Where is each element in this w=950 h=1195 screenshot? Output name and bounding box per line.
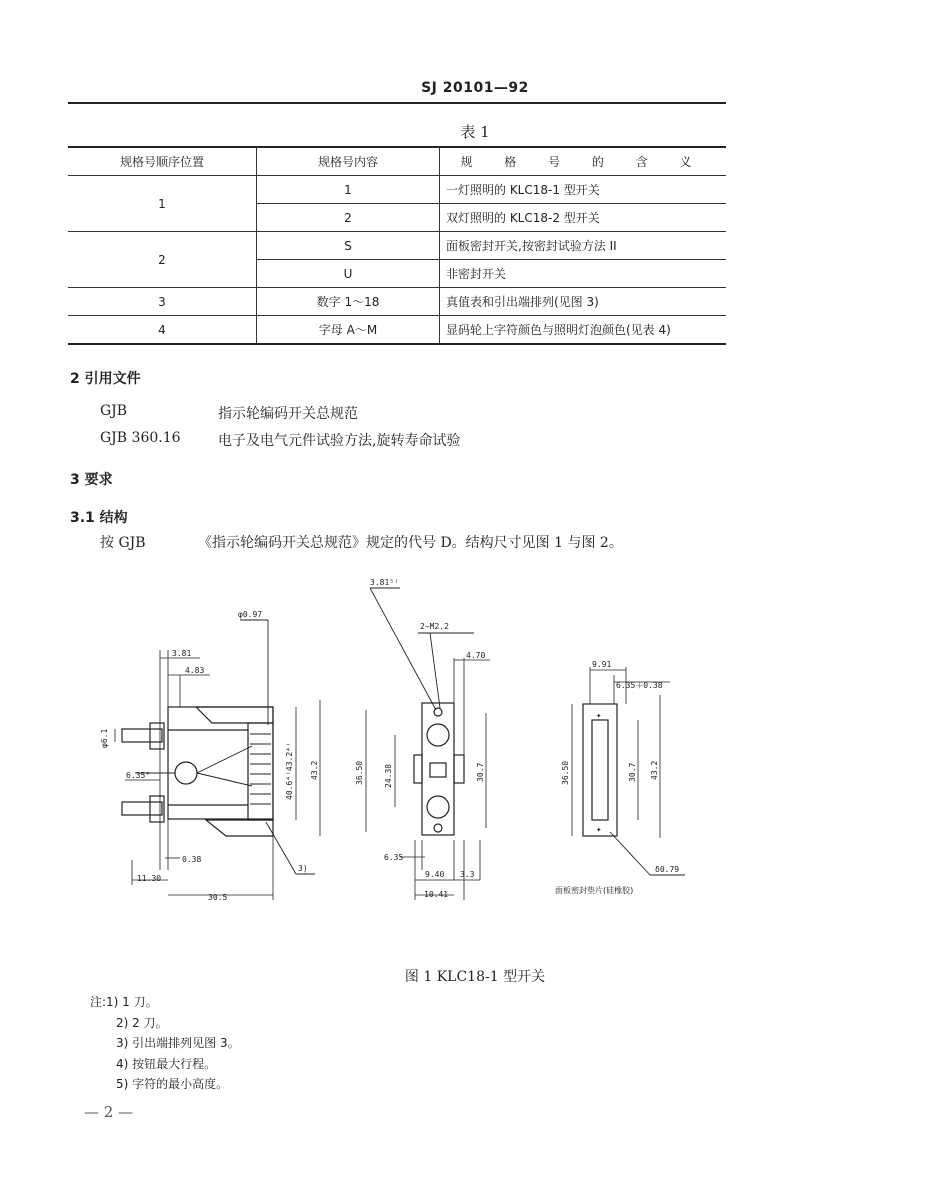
table-cell-content: 字母 A～M — [257, 316, 440, 345]
header-rule — [68, 102, 726, 104]
section-3-1-prefix: 按 GJB — [100, 535, 146, 551]
section-3-title: 3 要求 — [70, 472, 113, 488]
table-cell-pos: 1 — [68, 176, 257, 232]
figure-caption: 图 1 KLC18-1 型开关 — [404, 969, 546, 985]
document-code: SJ 20101—92 — [421, 80, 529, 96]
svg-text:✦: ✦ — [596, 711, 602, 721]
table-row — [68, 316, 726, 345]
dim-label: 36.50 — [561, 760, 570, 785]
dim-label: 43.2 — [310, 760, 319, 780]
dim-label: 2—M2.2 — [420, 622, 449, 631]
note-item: 4) 按钮最大行程。 — [116, 1056, 217, 1071]
dim-label: 4.70 — [466, 651, 486, 660]
dim-label: 9.91 — [592, 660, 612, 669]
section-3-1-title: 3.1 结构 — [70, 510, 128, 526]
note-item: 5) 字符的最小高度。 — [116, 1077, 229, 1091]
table-cell-meaning: 双灯照明的 KLC18-2 型开关 — [440, 204, 727, 232]
dim-label: 6.35＋0.38 — [616, 681, 663, 690]
dim-label: 36.50 — [355, 760, 364, 785]
notes-label: 注: — [90, 995, 107, 1009]
dim-label: 11.30 — [137, 874, 162, 883]
table-cell-meaning: 显码轮上字符颜色与照明灯泡颜色(见表 4) — [440, 316, 727, 345]
table-cell-pos: 4 — [68, 316, 257, 345]
table-cell-content: 2 — [257, 204, 440, 232]
ref-name: 电子及电气元件试验方法,旋转寿命试验 — [218, 433, 461, 449]
table-row — [68, 176, 726, 204]
dim-label: φ0.97 — [238, 610, 263, 619]
dim-label: δ0.79 — [655, 865, 680, 874]
notes — [90, 992, 240, 1095]
gasket-label: 面板密封垫片(硅橡胶) — [555, 886, 634, 895]
table-row — [68, 232, 726, 260]
table-cell-meaning: 真值表和引出端排列(见图 3) — [440, 288, 727, 316]
svg-text:✦: ✦ — [596, 825, 602, 835]
table-header: 规格号顺序位置 — [68, 147, 257, 176]
ref-code: GJB 360.16 — [100, 430, 181, 446]
table-cell-content: 1 — [257, 176, 440, 204]
note-item: 3) 引出端排列见图 3。 — [116, 1036, 240, 1050]
ref-code: GJB — [100, 403, 128, 419]
dim-label: φ6.1 — [100, 728, 109, 748]
table-cell-pos: 3 — [68, 288, 257, 316]
table-cell-content: S — [257, 232, 440, 260]
table-cell-pos: 2 — [68, 232, 257, 288]
dim-label: 10.41 — [424, 890, 449, 899]
table-cell-meaning: 非密封开关 — [440, 260, 727, 288]
note-text: 1) 1 刀。 — [106, 995, 158, 1009]
spec-table — [68, 146, 726, 345]
table-cell-content: 数字 1～18 — [257, 288, 440, 316]
dim-label: 40.6⁴⁾43.2⁴⁾ — [285, 742, 294, 800]
table-caption: 表 1 — [460, 123, 490, 141]
table-cell-content: U — [257, 260, 440, 288]
dim-label: 43.2 — [650, 760, 659, 780]
dim-label: 3.81 — [172, 649, 192, 658]
table-header: 规 格 号 的 含 义 — [440, 147, 727, 176]
table-header-row — [68, 147, 726, 176]
dim-label: 3) — [298, 864, 308, 873]
dim-label: 6.35 — [384, 853, 404, 862]
figure-1-drawing — [0, 570, 950, 930]
dim-label: 6.35° — [126, 771, 151, 780]
table-cell-meaning: 一灯照明的 KLC18-1 型开关 — [440, 176, 727, 204]
note-item — [90, 992, 240, 1013]
dim-label: 0.38 — [182, 855, 202, 864]
section-2-title: 2 引用文件 — [70, 371, 141, 387]
dim-label: 3.81⁵⁾ — [370, 578, 399, 587]
note-item: 2) 2 刀。 — [116, 1015, 168, 1030]
section-3-1-body: 《指示轮编码开关总规范》规定的代号 D。结构尺寸见图 1 与图 2。 — [198, 535, 623, 551]
dim-label: 4.83 — [185, 666, 205, 675]
table-header: 规格号内容 — [257, 147, 440, 176]
dim-label: 30.5 — [208, 893, 228, 902]
page-number: — 2 — — [84, 1103, 134, 1121]
dim-label: 24.38 — [384, 763, 393, 788]
table-row — [68, 288, 726, 316]
dim-label: 30.7 — [476, 762, 485, 782]
dim-label: 3.3 — [460, 870, 475, 879]
dim-label: 9.40 — [425, 870, 445, 879]
dim-label: 30.7 — [628, 762, 637, 782]
ref-name: 指示轮编码开关总规范 — [218, 406, 358, 422]
table-cell-meaning: 面板密封开关,按密封试验方法 II — [440, 232, 727, 260]
